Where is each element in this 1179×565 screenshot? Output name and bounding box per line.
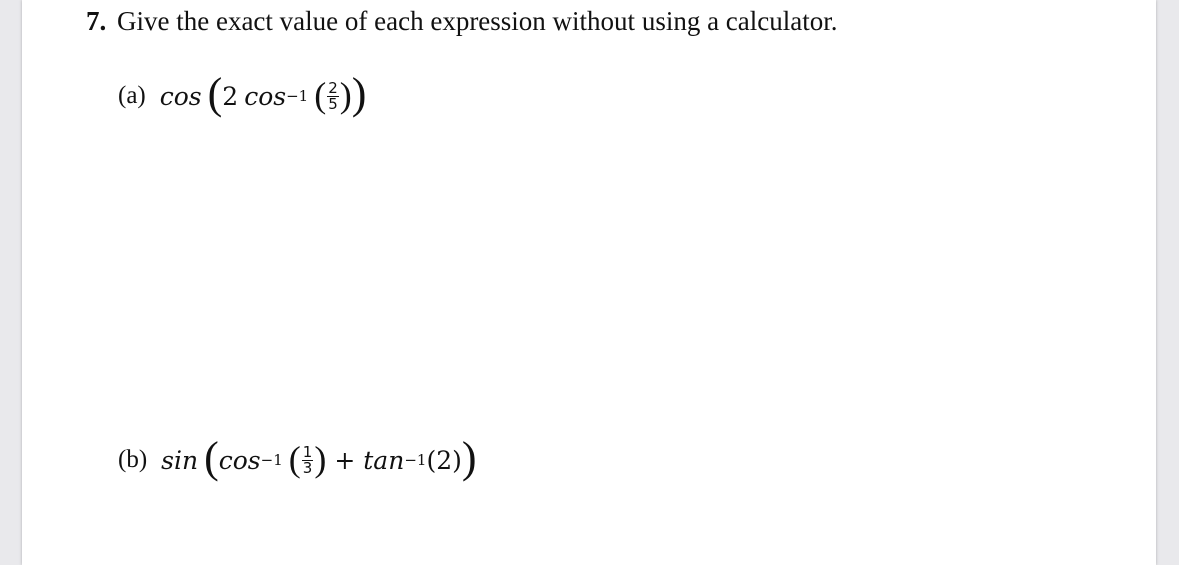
part-b-fraction (302, 442, 314, 477)
part-a-fraction-denominator: 5 (328, 94, 338, 113)
part-a-frac-close-paren: ) (339, 75, 352, 115)
part-b-frac-close-paren: ) (314, 439, 327, 479)
part-b-function-1: cos (218, 445, 261, 475)
part-b-frac-open-paren: ( (288, 439, 301, 479)
part-a-coefficient: 2 (222, 81, 239, 111)
part-a-label: (a) (118, 82, 146, 109)
part-b-outer-function: sin (161, 445, 199, 475)
part-b-expression (118, 432, 477, 488)
part-a-close-paren: ) (351, 69, 367, 118)
part-a-open-paren: ( (207, 69, 223, 118)
question-heading (86, 4, 838, 38)
part-b-open-paren: ( (204, 433, 219, 482)
part-b-exponent-1: −1 (260, 451, 283, 469)
worksheet-page (22, 0, 1156, 565)
part-a-outer-function: cos (159, 81, 202, 111)
question-prompt: Give the exact value of each expression without using a calculator. (117, 6, 838, 36)
part-b-fraction-denominator: 3 (302, 458, 313, 477)
part-a-expression (118, 68, 366, 124)
part-b-plus-sign: + (334, 445, 356, 475)
part-b-fraction-numerator: 1 (302, 442, 313, 461)
part-b-exponent-2: −1 (404, 451, 427, 469)
part-b-label: (b) (118, 446, 148, 473)
part-a-frac-open-paren: ( (314, 75, 327, 115)
question-number: 7. (86, 6, 107, 36)
part-b-argument-2: (2) (426, 445, 462, 475)
part-a-fraction-numerator: 2 (328, 78, 338, 97)
part-a-inner-function: cos (244, 81, 287, 111)
part-a-fraction (327, 78, 339, 113)
part-b-close-paren: ) (461, 433, 477, 482)
part-b-function-2: tan (363, 445, 405, 475)
part-a-exponent: −1 (286, 87, 309, 105)
